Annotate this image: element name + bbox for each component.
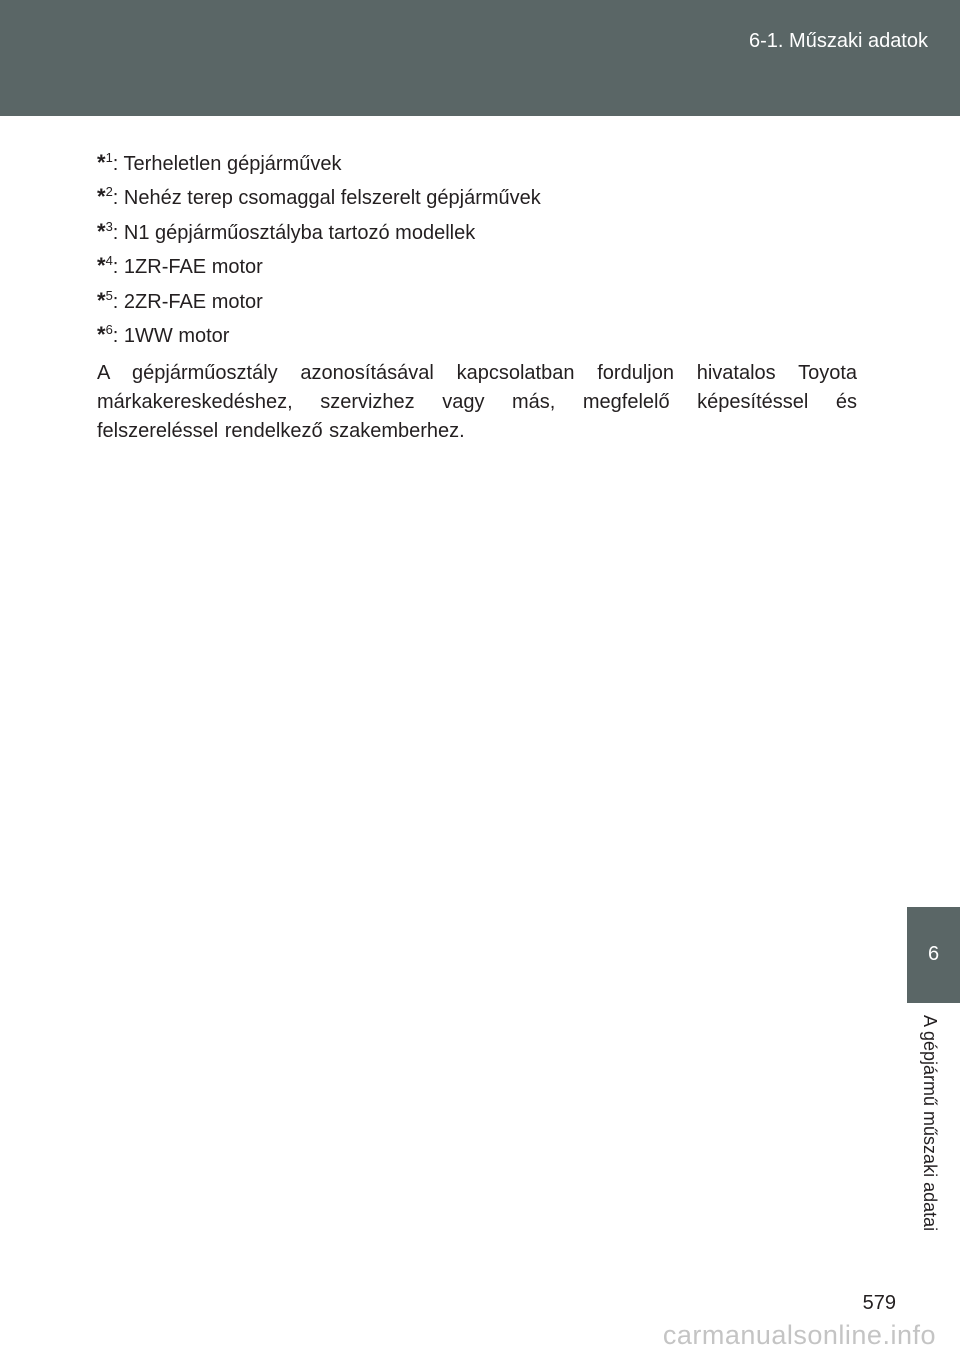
footnote-star: * — [97, 253, 106, 279]
section-title: 6-1. Műszaki adatok — [749, 30, 928, 52]
header-bar — [0, 0, 960, 116]
page-number: 579 — [862, 1292, 896, 1314]
footnote-item — [97, 178, 857, 212]
footnote-text: : 1WW motor — [112, 325, 230, 348]
footnote-list — [97, 144, 857, 350]
footnote-star: * — [97, 184, 106, 210]
footnote-number: 3 — [105, 218, 113, 234]
body-paragraph: A gépjárműosztály azonosításával kapcsolatban forduljon hivatalos Toyota márkakereskedéshez, szervizhez vagy más, megfelelő képesítéssel és felszereléssel rendelkező szakemberhez. — [97, 362, 857, 443]
footnote-item — [97, 316, 857, 350]
footnote-text: : Nehéz terep csomaggal felszerelt gépjárművek — [112, 187, 541, 210]
main-content — [97, 144, 857, 446]
footnote-text: : Terheletlen gépjárművek — [112, 153, 342, 175]
footnote-item — [97, 247, 857, 281]
footnote-star: * — [97, 150, 106, 175]
chapter-label-container — [907, 1015, 960, 1275]
chapter-label: A gépjármű műszaki adatai — [920, 1015, 940, 1232]
footnote-star: * — [97, 218, 106, 244]
chapter-tab — [907, 907, 960, 1003]
footnote-number: 6 — [105, 322, 113, 338]
footnote-text: : 1ZR-FAE motor — [112, 256, 263, 279]
footnote-number: 1 — [105, 150, 113, 165]
footnote-item — [97, 213, 857, 247]
watermark: carmanualsonline.info — [662, 1320, 936, 1350]
footnote-number: 2 — [105, 184, 113, 200]
footnote-number: 5 — [105, 287, 113, 303]
footnote-star: * — [97, 322, 106, 348]
footnote-text: : 2ZR-FAE motor — [112, 290, 263, 313]
footnote-star: * — [97, 287, 106, 313]
chapter-number: 6 — [927, 943, 940, 965]
footnote-number: 4 — [105, 253, 113, 269]
footnote-item — [97, 282, 857, 316]
footnote-text: : N1 gépjárműosztályba tartozó modellek — [112, 221, 476, 244]
footnote-item — [97, 144, 857, 178]
